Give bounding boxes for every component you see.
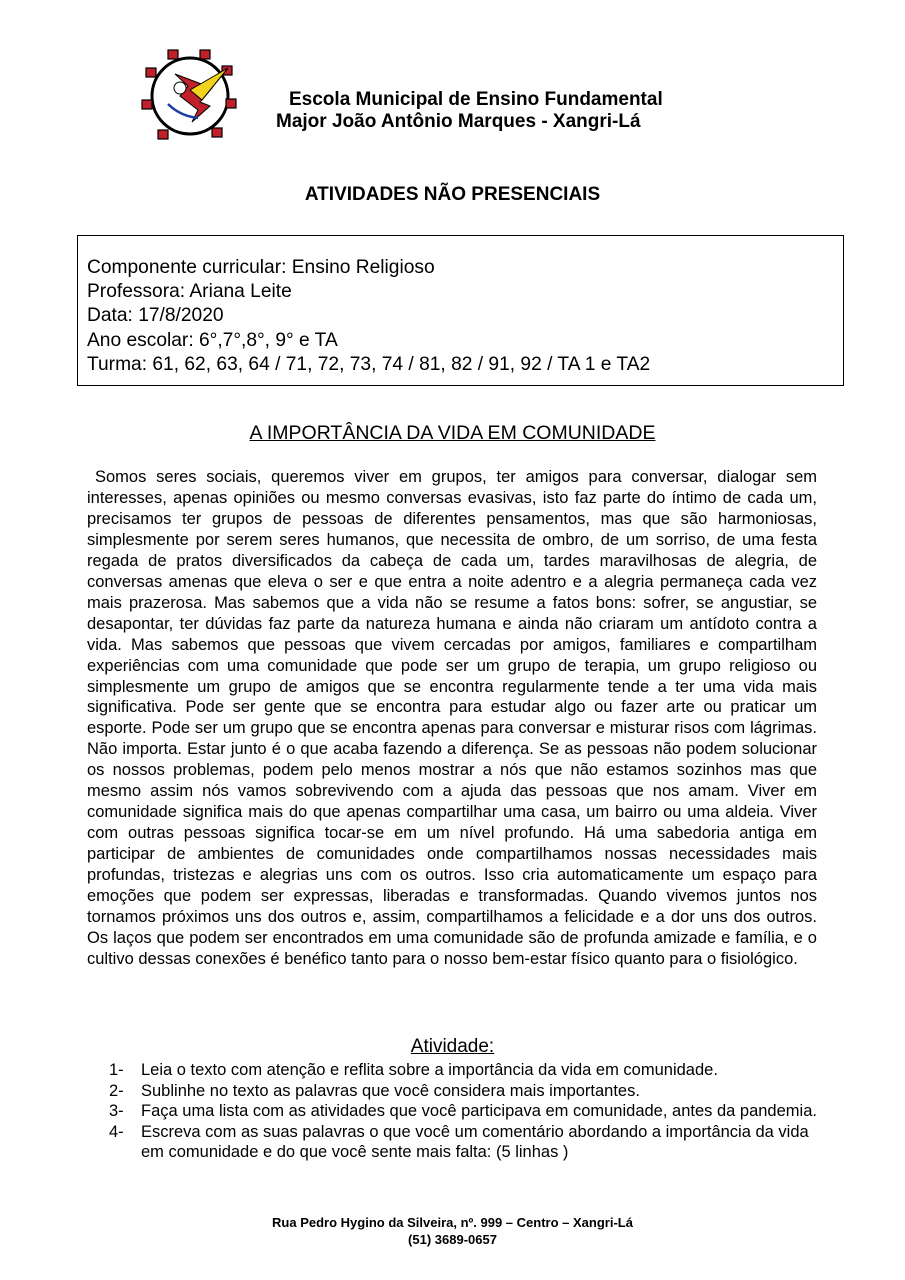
info-professora: Professora: Ariana Leite xyxy=(87,281,292,303)
activity-list xyxy=(109,1060,824,1163)
info-turma: Turma: 61, 62, 63, 64 / 71, 72, 73, 74 / 81, 82 / 91, 92 / TA 1 e TA2 xyxy=(87,353,651,375)
activity-text: Escreva com as suas palavras o que você um comentário abordando a importância da vida em comunidade e do que você sente mais falta: (5 linhas ) xyxy=(141,1122,809,1161)
text-title: A IMPORTÂNCIA DA VIDA EM COMUNIDADE xyxy=(249,422,656,444)
activity-heading: Atividade: xyxy=(410,1036,495,1057)
activity-item xyxy=(109,1081,824,1102)
school-logo xyxy=(140,44,240,144)
activity-item xyxy=(109,1060,824,1081)
info-ano: Ano escolar: 6°,7°,8°, 9° e TA xyxy=(87,329,338,351)
activity-number: 2- xyxy=(109,1081,124,1100)
info-data: Data: 17/8/2020 xyxy=(87,305,224,327)
activity-item xyxy=(109,1101,824,1122)
school-name xyxy=(276,89,663,133)
activity-text: Faça uma lista com as atividades que você participava em comunidade, antes da pandemia. xyxy=(141,1102,817,1120)
footer xyxy=(0,1214,905,1248)
footer-phone: (51) 3689-0657 xyxy=(408,1232,497,1247)
activity-number: 1- xyxy=(109,1061,124,1079)
activity-number: 3- xyxy=(109,1102,124,1120)
school-name-line2: Major João Antônio Marques - Xangri-Lá xyxy=(276,111,641,132)
footer-address: Rua Pedro Hygino da Silveira, nº. 999 – Centro – Xangri-Lá xyxy=(272,1215,633,1230)
activity-item xyxy=(109,1122,824,1163)
activity-text: Sublinhe no texto as palavras que você considera mais importantes. xyxy=(141,1081,640,1100)
activity-number: 4- xyxy=(109,1122,124,1141)
activity-text: Leia o texto com atenção e reflita sobre a importância da vida em comunidade. xyxy=(141,1061,718,1079)
body-paragraph: Somos seres sociais, queremos viver em grupos, ter amigos para conversar, dialogar sem interesses, apenas opiniões ou mesmo conversas evasivas, isto faz parte do íntimo de cada um, precisamos ter grupos de pessoas de diferentes pensamentos, mas que são harmoniosas, simplesmente por serem seres humanos, que necessita de ombro, de um sorriso, de uma festa regada de pratos diversificados da cabeça de cada um, tardes maravilhosas de alegria, de conversas amenas que eleva o ser e que entra a noite adentro e a alegria permaneça cada vez mais prazerosa. Mas sabemos que a vida não se resume a fatos bons: sofrer, se angustiar, se desapontar, ter dúvidas faz parte da natureza humana e ainda não criaram um antídoto contra a vida. Mas sabemos que pessoas que vivem cercadas por amigos, familiares e compartilham experiências com uma comunidade que pode ser um grupo de terapia, um grupo religioso ou simplesmente um grupo de amigos que se encontra regularmente tende a ter uma vida mais significativa. Pode ser gente que se encontra para estudar algo ou fazer arte ou praticar um esporte. Pode ser um grupo que se encontra apenas para conversar e misturar risos com lágrimas. Não importa. Estar junto é o que acaba fazendo a diferença. Se as pessoas não podem solucionar os nossos problemas, podem pelo menos mostrar a nós que não estamos sozinhos mas que mesmo assim nós vamos sobrevivendo com a ajuda das pessoas que nos amam. Viver em comunidade significa mais do que apenas compartilhar uma casa, um bairro ou uma aldeia. Viver com outras pessoas significa tocar-se em um nível profundo. Há uma sabedoria antiga em participar de ambientes de comunidades onde compartilhamos nossas necessidades mais profundas, tristezas e alegrias uns com os outros. Isso cria automaticamente um espaço para emoções que podem ser expressas, liberadas e transformadas. Quando vivemos juntos nos tornamos próximos uns dos outros e, assim, compartilhamos a felicidade e a dor uns dos outros. Os laços que podem ser encontrados em uma comunidade são de profunda amizade e família, e o cultivo dessas conexões é benéfico tanto para o nosso bem-estar físico quanto para o fisiológico. xyxy=(87,468,817,968)
page-title: ATIVIDADES NÃO PRESENCIAIS xyxy=(304,184,601,205)
info-componente: Componente curricular: Ensino Religioso xyxy=(87,257,435,278)
info-box xyxy=(77,235,844,386)
school-name-line1: Escola Municipal de Ensino Fundamental xyxy=(289,89,663,110)
